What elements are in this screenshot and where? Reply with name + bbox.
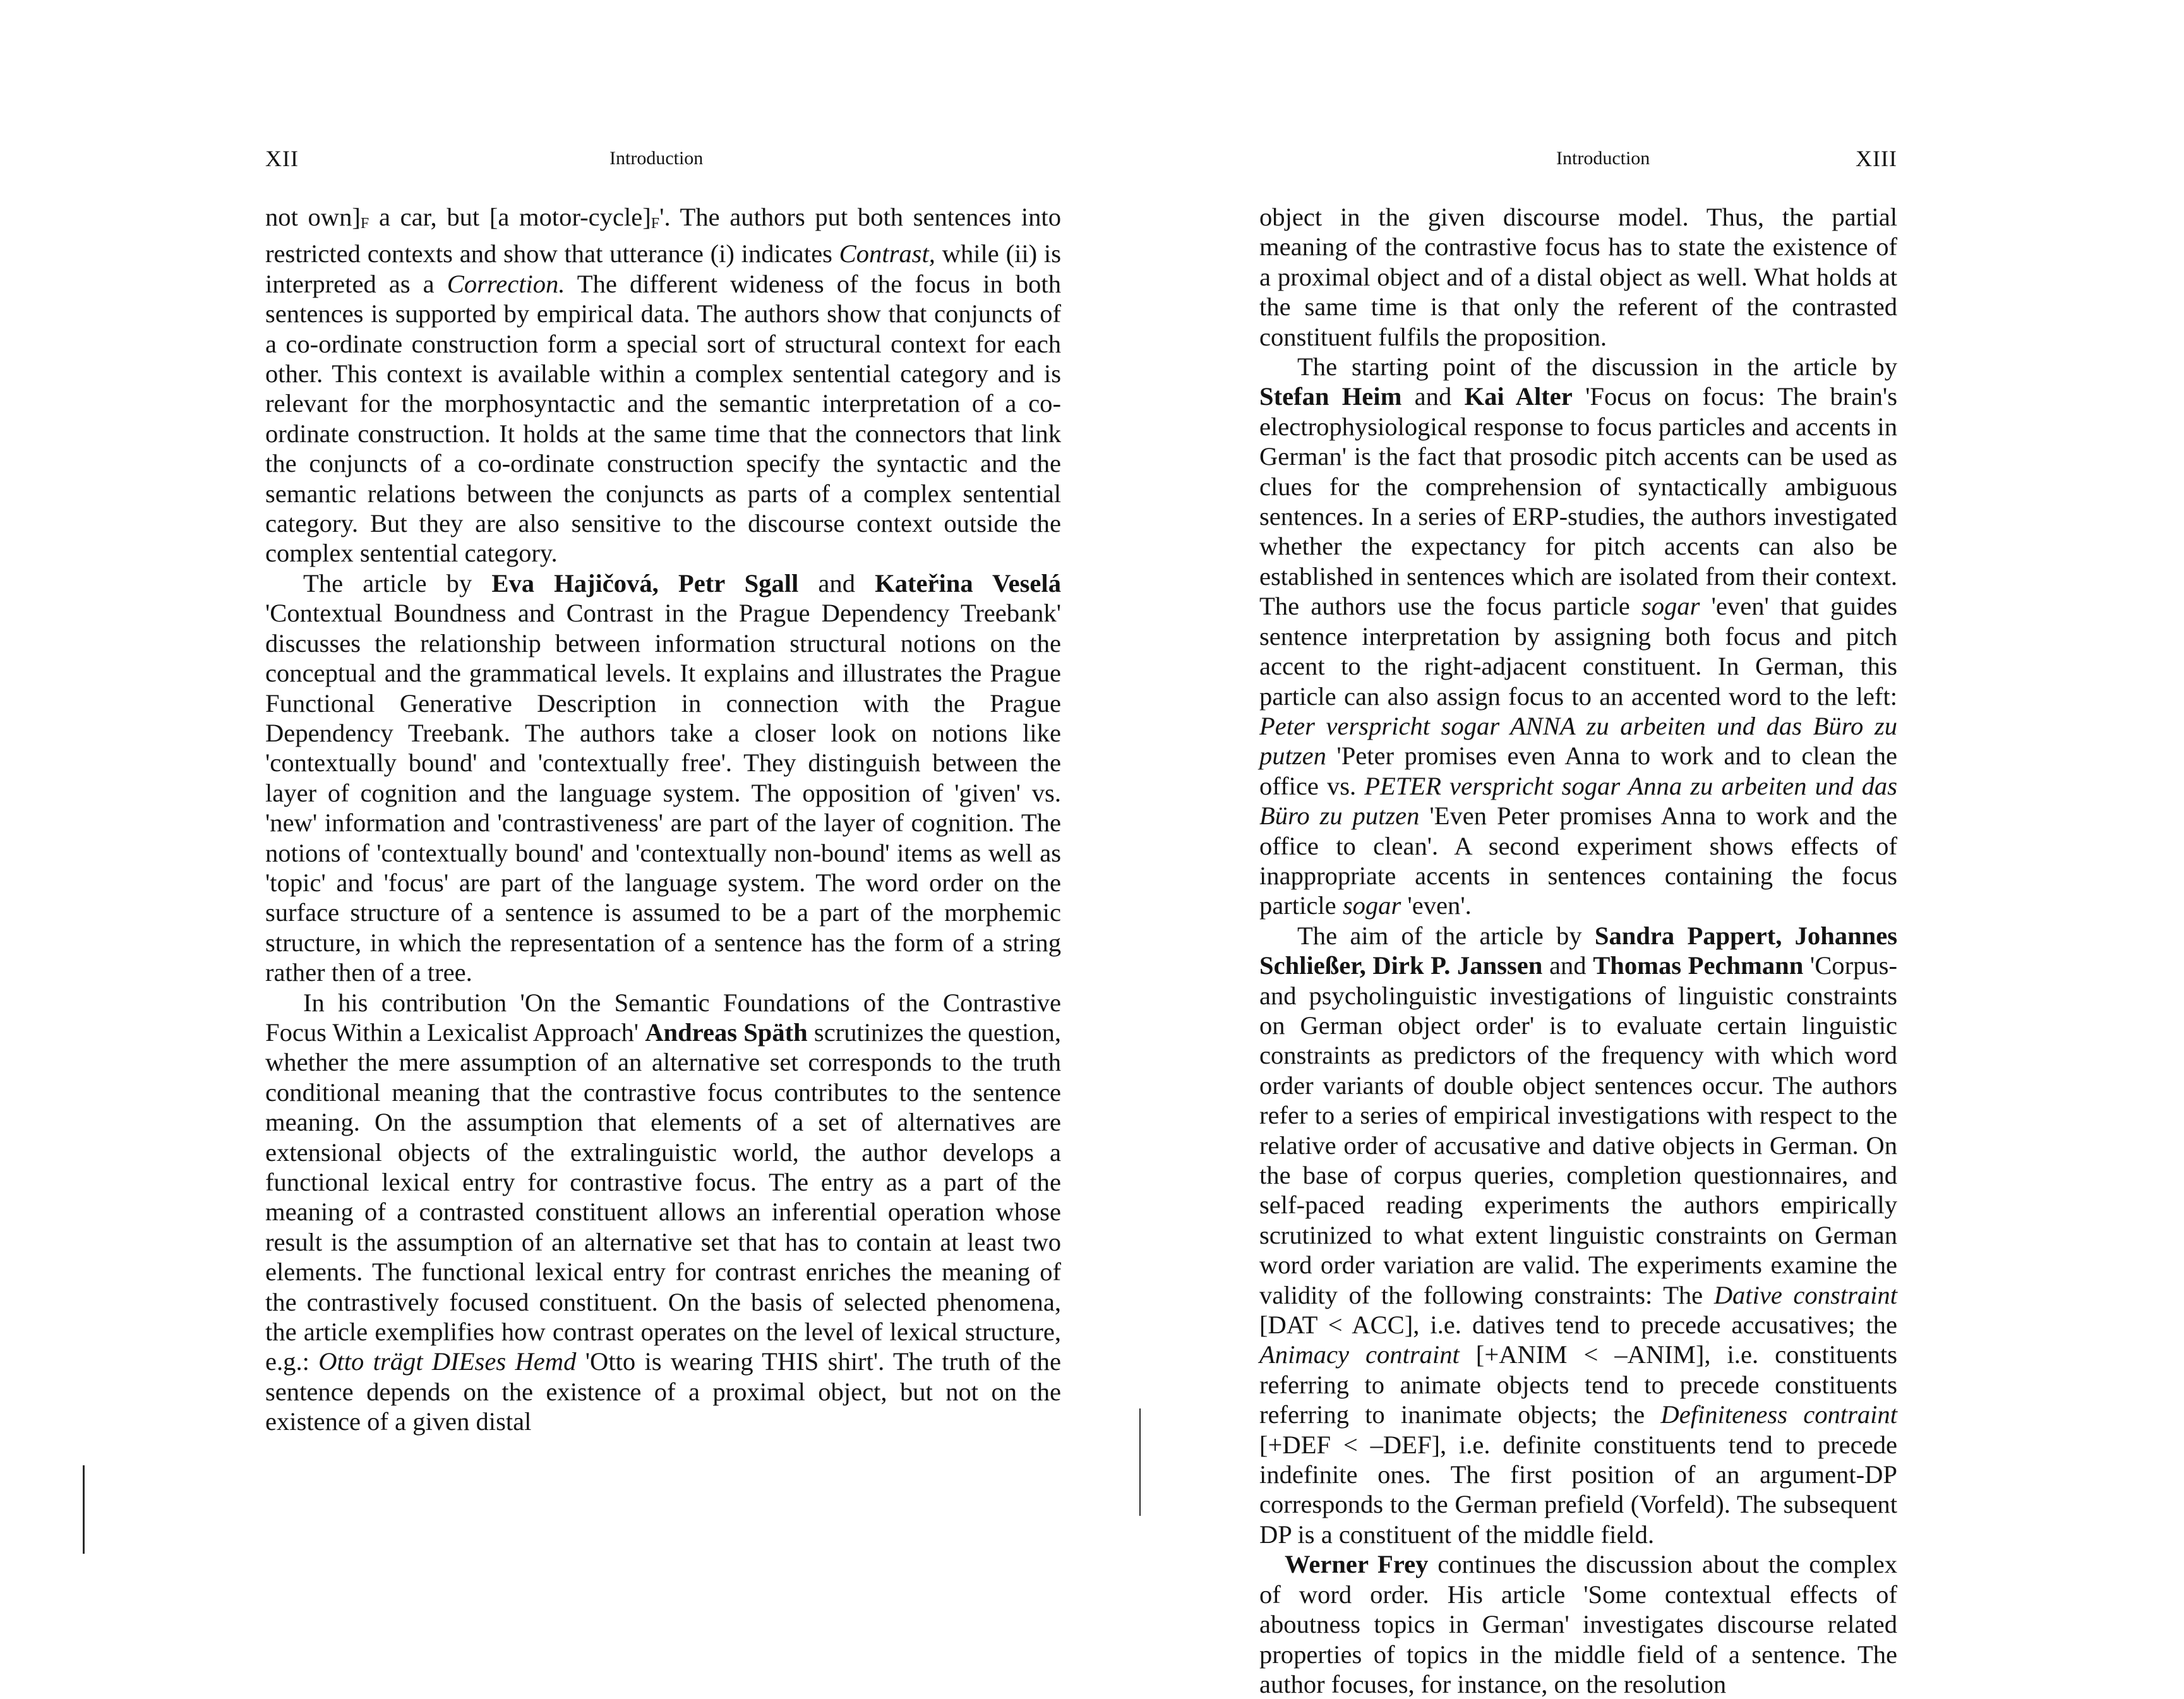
paragraph-pappert: The aim of the article by Sandra Pappert, Johannes Schließer, Dirk P. Janssen and Thomas Pechmann 'Corpus- and psycholinguistic investigations of linguistic constraints on German object order' is to evaluate certain linguistic constraints as predictors of the frequency with which word order variants of double object sentences occur. The authors refer to a series of empirical investigations with respect to the relative order of accusative and dative objects in German. On the base of corpus queries, completion questionnaires, and self-paced reading experiments the authors empirically scrutinized to what extent linguistic constraints on German word order variation are valid. The experiments examine the validity of the following constraints: The Dative constraint [DAT < ACC], i.e. datives tend to precede accusatives; the Animacy contraint [+ANIM < –ANIM], i.e. constituents referring to animate objects tend to precede constituents referring to inanimate objects; the Definiteness contraint [+DEF < –DEF], i.e. definite constituents tend to precede indefinite ones. The first position of an argument-DP corresponds to the German prefield (Vorfeld). The subsequent DP is a constituent of the middle field. bbox=[1259, 921, 1898, 1549]
running-head-left bbox=[265, 143, 1061, 174]
body-text-right bbox=[1259, 202, 1897, 1699]
scan-artifact-line bbox=[83, 1465, 85, 1554]
paragraph-continuation: object in the given discourse model. Thus, the partial meaning of the contrastive focus has to state the existence of a proximal object and of a distal object as well. What holds at the same time is that only the referent of the contrasted constituent fulfils the proposition. bbox=[1259, 203, 1897, 351]
paragraph-spath: In his contribution 'On the Semantic Foundations of the Contrastive Focus Within a Lexicalist Approach' Andreas Späth scrutinizes the question, whether the mere assumption of an alternative set corresponds to the truth conditional meaning that the contrastive focus contributes to the sentence meaning. On the assumption that elements of a set of alternatives are extensional objects of the extralinguistic world, the author develops a functional lexical entry for contrastive focus. The entry as a part of the meaning of a contrasted constituent allows an inferential operation whose result is the assumption of an alternative set that has to contain at least two elements. The functional lexical entry for contrast enriches the meaning of the contrastively focused constituent. On the basis of selected phenomena, the article exemplifies how contrast operates on the level of lexical structure, e.g.: Otto trägt DIEses Hemd 'Otto is wearing THIS shirt'. The truth of the sentence depends on the existence of a proximal object, but not on the existence of a given distal bbox=[265, 988, 1062, 1436]
paragraph-heim: The starting point of the discussion in the article by Stefan Heim and Kai Alter 'Focus on focus: The brain's electrophysiological response to focus particles and accents in German' is the fact that prosodic pitch accents can be used as clues for the comprehension of syntactically ambiguous sentences. In a series of ERP-studies, the authors investigated whether the expectancy for pitch accents can also be established in sentences which are isolated from their context. The authors use the focus particle sogar 'even' that guides sentence interpretation by assigning both focus and pitch accent to the right-adjacent constituent. In German, this particle can also assign focus to an accented word to the left: Peter verspricht sogar ANNA zu arbeiten und das Büro zu putzen 'Peter promises even Anna to work and to clean the office vs. PETER verspricht sogar Anna zu arbeiten und das Büro zu putzen 'Even Peter promises Anna to work and the office to clean'. A second experiment shows effects of inappropriate accents in sentences containing the focus particle sogar 'even'. bbox=[1259, 352, 1897, 920]
right-page bbox=[1092, 0, 2184, 1698]
paragraph-frey: Werner Frey continues the discussion about the complex of word order. His article 'Some contextual effects of aboutness topics in German' investigates discourse related properties of topics in the middle field of a sentence. The author focuses, for instance, on the resolution bbox=[1259, 1550, 1897, 1698]
page-number-right: XIII bbox=[1856, 146, 1897, 171]
running-head-title-right: Introduction bbox=[1556, 148, 1650, 169]
left-page bbox=[0, 0, 1092, 1571]
running-head-title-left: Introduction bbox=[609, 148, 704, 169]
running-head-right bbox=[1259, 143, 1897, 174]
scan-artifact-line bbox=[1139, 1408, 1141, 1516]
paragraph-continuation: not $own]_F$ a car, but [a motor-$cycle]_F'$. The authors put both sentences into restricted contexts and show that utterance (i) indicates Contrast, while (ii) is interpreted as a Correction. The different wideness of the focus in both sentences is supported by empirical data. The authors show that conjuncts of a co-ordinate construction form a special sort of structural context for each other. This context is available within a complex sentential category and is relevant for the morphosyntactic and the semantic interpretation of a co-ordinate construction. It holds at the same time that the connectors that link the conjuncts of a co-ordinate construction specify the syntactic and the semantic relations between the conjuncts as parts of a complex sentential category. But they are also sensitive to the discourse context outside the complex sentential category. bbox=[265, 203, 1061, 568]
page-number-left: XII bbox=[265, 146, 299, 171]
body-text-left bbox=[265, 202, 1061, 1437]
paragraph-hajicova: The article by Eva Hajičová, Petr Sgall and Kateřina Veselá 'Contextual Boundness and Contrast in the Prague Dependency Treebank' discusses the relationship between information structural notions on the conceptual and the grammatical levels. It explains and illustrates the Prague Functional Generative Description in connection with the Prague Dependency Treebank. The authors take a closer look on notions like 'contextually bound' and 'contextually free'. They distinguish between the layer of cognition and the language system. The opposition of 'given' vs. 'new' information and 'contrastiveness' are part of the layer of cognition. The notions of 'contextually bound' and 'contextually non-bound' items as well as 'topic' and 'focus' are part of the language system. The word order on the surface structure of a sentence is assumed to be a part of the morphemic structure, in which the representation of a sentence has the form of a string rather then of a tree. bbox=[265, 568, 1061, 987]
